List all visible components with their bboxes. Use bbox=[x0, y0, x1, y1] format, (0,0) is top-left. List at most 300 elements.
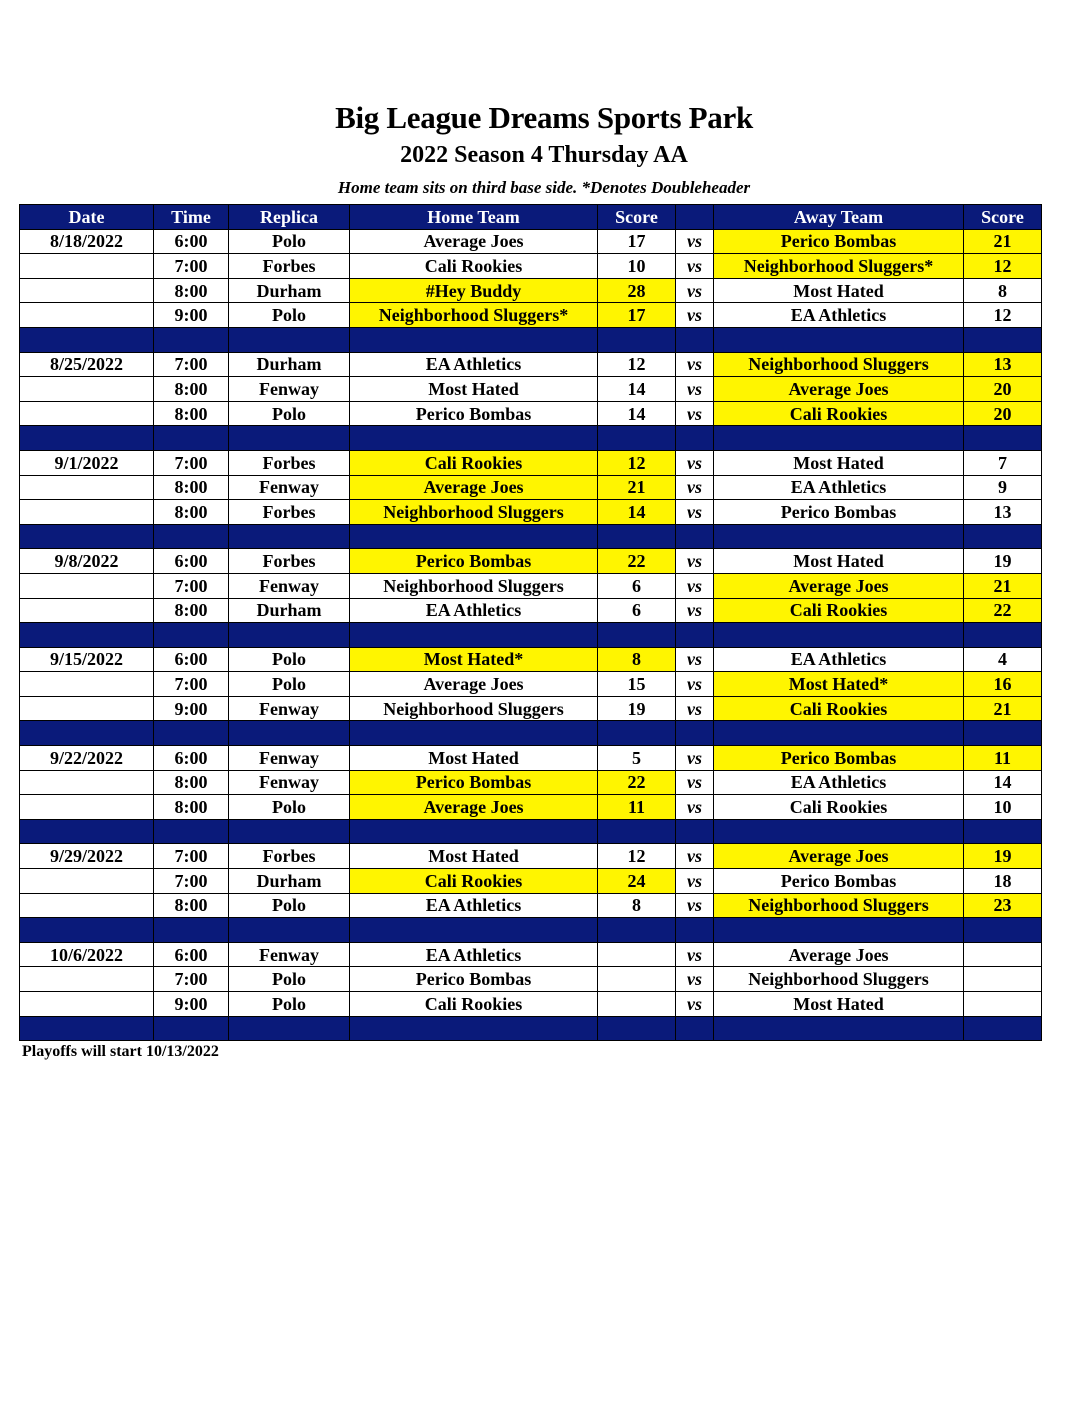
table-row bbox=[20, 967, 1042, 992]
separator-cell bbox=[154, 623, 229, 648]
table-row bbox=[20, 303, 1042, 328]
separator-cell bbox=[676, 819, 714, 844]
home-team: Neighborhood Sluggers bbox=[350, 573, 598, 598]
separator-cell bbox=[714, 1016, 964, 1041]
game-replica: Durham bbox=[229, 352, 350, 377]
separator-cell bbox=[229, 524, 350, 549]
vs-label: vs bbox=[676, 672, 714, 697]
game-time: 8:00 bbox=[154, 795, 229, 820]
page-title: Big League Dreams Sports Park bbox=[335, 100, 753, 135]
game-replica: Forbes bbox=[229, 500, 350, 525]
home-team: Cali Rookies bbox=[350, 869, 598, 894]
away-team: Cali Rookies bbox=[714, 598, 964, 623]
home-score: 12 bbox=[598, 844, 676, 869]
week-separator-row bbox=[20, 918, 1042, 943]
game-time: 8:00 bbox=[154, 377, 229, 402]
separator-cell bbox=[154, 524, 229, 549]
table-row bbox=[20, 746, 1042, 771]
away-score: 21 bbox=[964, 696, 1042, 721]
game-time: 8:00 bbox=[154, 500, 229, 525]
vs-label: vs bbox=[676, 967, 714, 992]
separator-cell bbox=[714, 327, 964, 352]
game-time: 8:00 bbox=[154, 475, 229, 500]
home-score: 12 bbox=[598, 450, 676, 475]
home-team: Cali Rookies bbox=[350, 450, 598, 475]
vs-label: vs bbox=[676, 303, 714, 328]
game-replica: Polo bbox=[229, 229, 350, 254]
game-replica: Forbes bbox=[229, 450, 350, 475]
game-date bbox=[20, 377, 154, 402]
separator-cell bbox=[20, 327, 154, 352]
table-row bbox=[20, 573, 1042, 598]
game-date bbox=[20, 696, 154, 721]
home-score: 28 bbox=[598, 278, 676, 303]
game-replica: Fenway bbox=[229, 942, 350, 967]
away-score: 23 bbox=[964, 893, 1042, 918]
game-time: 7:00 bbox=[154, 844, 229, 869]
home-team: Most Hated bbox=[350, 746, 598, 771]
vs-label: vs bbox=[676, 254, 714, 279]
col-header-time: Time bbox=[154, 205, 229, 230]
table-row bbox=[20, 795, 1042, 820]
separator-cell bbox=[964, 623, 1042, 648]
week-separator-row bbox=[20, 524, 1042, 549]
home-team: Average Joes bbox=[350, 672, 598, 697]
separator-cell bbox=[714, 819, 964, 844]
separator-cell bbox=[598, 721, 676, 746]
away-score: 12 bbox=[964, 303, 1042, 328]
home-team: Neighborhood Sluggers* bbox=[350, 303, 598, 328]
table-row bbox=[20, 844, 1042, 869]
game-replica: Polo bbox=[229, 893, 350, 918]
game-date bbox=[20, 500, 154, 525]
col-header-home-score: Score bbox=[598, 205, 676, 230]
home-score: 14 bbox=[598, 377, 676, 402]
separator-cell bbox=[350, 721, 598, 746]
away-score: 12 bbox=[964, 254, 1042, 279]
game-replica: Polo bbox=[229, 647, 350, 672]
game-date bbox=[20, 475, 154, 500]
home-team: Neighborhood Sluggers bbox=[350, 696, 598, 721]
table-row bbox=[20, 647, 1042, 672]
away-team: Cali Rookies bbox=[714, 795, 964, 820]
vs-label: vs bbox=[676, 795, 714, 820]
away-score: 16 bbox=[964, 672, 1042, 697]
home-team: Perico Bombas bbox=[350, 401, 598, 426]
home-score: 12 bbox=[598, 352, 676, 377]
game-date: 9/8/2022 bbox=[20, 549, 154, 574]
away-team: EA Athletics bbox=[714, 303, 964, 328]
home-team: Most Hated bbox=[350, 844, 598, 869]
separator-cell bbox=[598, 819, 676, 844]
table-row bbox=[20, 254, 1042, 279]
away-team: Most Hated bbox=[714, 992, 964, 1017]
separator-cell bbox=[598, 623, 676, 648]
col-header-date: Date bbox=[20, 205, 154, 230]
col-header-replica: Replica bbox=[229, 205, 350, 230]
game-date: 8/18/2022 bbox=[20, 229, 154, 254]
game-date bbox=[20, 967, 154, 992]
home-team: EA Athletics bbox=[350, 942, 598, 967]
game-time: 8:00 bbox=[154, 893, 229, 918]
table-row bbox=[20, 352, 1042, 377]
away-team: Neighborhood Sluggers* bbox=[714, 254, 964, 279]
away-team: Cali Rookies bbox=[714, 401, 964, 426]
game-date: 10/6/2022 bbox=[20, 942, 154, 967]
game-date bbox=[20, 598, 154, 623]
game-date bbox=[20, 672, 154, 697]
home-team: EA Athletics bbox=[350, 352, 598, 377]
away-team: Most Hated bbox=[714, 450, 964, 475]
game-date bbox=[20, 278, 154, 303]
home-score: 10 bbox=[598, 254, 676, 279]
game-date bbox=[20, 893, 154, 918]
separator-cell bbox=[350, 426, 598, 451]
home-score: 22 bbox=[598, 549, 676, 574]
home-score: 15 bbox=[598, 672, 676, 697]
game-replica: Forbes bbox=[229, 844, 350, 869]
home-team: Average Joes bbox=[350, 229, 598, 254]
separator-cell bbox=[20, 524, 154, 549]
col-header-away-team: Away Team bbox=[714, 205, 964, 230]
game-replica: Fenway bbox=[229, 770, 350, 795]
away-team: EA Athletics bbox=[714, 475, 964, 500]
separator-cell bbox=[154, 918, 229, 943]
vs-label: vs bbox=[676, 278, 714, 303]
home-score: 22 bbox=[598, 770, 676, 795]
vs-label: vs bbox=[676, 844, 714, 869]
game-date: 9/29/2022 bbox=[20, 844, 154, 869]
home-team: Most Hated* bbox=[350, 647, 598, 672]
page-note: Home team sits on third base side. *Denotes Doubleheader bbox=[337, 178, 751, 197]
vs-label: vs bbox=[676, 746, 714, 771]
separator-cell bbox=[20, 426, 154, 451]
vs-label: vs bbox=[676, 770, 714, 795]
home-score bbox=[598, 942, 676, 967]
vs-label: vs bbox=[676, 598, 714, 623]
separator-cell bbox=[676, 918, 714, 943]
game-time: 6:00 bbox=[154, 549, 229, 574]
home-score: 17 bbox=[598, 229, 676, 254]
game-time: 9:00 bbox=[154, 696, 229, 721]
away-score: 7 bbox=[964, 450, 1042, 475]
home-team: Perico Bombas bbox=[350, 549, 598, 574]
away-score: 11 bbox=[964, 746, 1042, 771]
away-score: 9 bbox=[964, 475, 1042, 500]
separator-cell bbox=[154, 721, 229, 746]
home-score: 8 bbox=[598, 647, 676, 672]
game-time: 7:00 bbox=[154, 672, 229, 697]
col-header-away-score: Score bbox=[964, 205, 1042, 230]
separator-cell bbox=[676, 623, 714, 648]
game-time: 7:00 bbox=[154, 450, 229, 475]
separator-cell bbox=[714, 426, 964, 451]
game-date bbox=[20, 303, 154, 328]
vs-label: vs bbox=[676, 450, 714, 475]
away-team: Average Joes bbox=[714, 942, 964, 967]
separator-cell bbox=[350, 623, 598, 648]
home-team: Neighborhood Sluggers bbox=[350, 500, 598, 525]
separator-cell bbox=[350, 524, 598, 549]
vs-label: vs bbox=[676, 869, 714, 894]
away-team: Most Hated bbox=[714, 278, 964, 303]
game-replica: Fenway bbox=[229, 696, 350, 721]
home-score: 24 bbox=[598, 869, 676, 894]
game-date bbox=[20, 254, 154, 279]
vs-label: vs bbox=[676, 992, 714, 1017]
game-time: 6:00 bbox=[154, 942, 229, 967]
separator-cell bbox=[964, 426, 1042, 451]
week-separator-row bbox=[20, 1016, 1042, 1041]
separator-cell bbox=[964, 524, 1042, 549]
table-row bbox=[20, 942, 1042, 967]
separator-cell bbox=[714, 623, 964, 648]
week-separator-row bbox=[20, 426, 1042, 451]
away-team: Most Hated bbox=[714, 549, 964, 574]
away-team: Cali Rookies bbox=[714, 696, 964, 721]
separator-cell bbox=[229, 819, 350, 844]
week-separator-row bbox=[20, 327, 1042, 352]
separator-cell bbox=[229, 327, 350, 352]
home-score bbox=[598, 992, 676, 1017]
col-header-vs bbox=[676, 205, 714, 230]
schedule-table bbox=[19, 204, 1042, 1041]
schedule-body bbox=[20, 229, 1042, 1041]
game-time: 8:00 bbox=[154, 401, 229, 426]
away-score: 20 bbox=[964, 377, 1042, 402]
game-time: 9:00 bbox=[154, 992, 229, 1017]
separator-cell bbox=[676, 327, 714, 352]
table-row bbox=[20, 992, 1042, 1017]
home-score: 6 bbox=[598, 598, 676, 623]
game-replica: Fenway bbox=[229, 475, 350, 500]
separator-cell bbox=[20, 819, 154, 844]
home-team: Perico Bombas bbox=[350, 967, 598, 992]
vs-label: vs bbox=[676, 377, 714, 402]
separator-cell bbox=[598, 918, 676, 943]
separator-cell bbox=[964, 918, 1042, 943]
away-score: 21 bbox=[964, 573, 1042, 598]
week-separator-row bbox=[20, 819, 1042, 844]
separator-cell bbox=[229, 426, 350, 451]
separator-cell bbox=[20, 918, 154, 943]
table-row bbox=[20, 450, 1042, 475]
away-score bbox=[964, 942, 1042, 967]
separator-cell bbox=[20, 721, 154, 746]
home-team: Most Hated bbox=[350, 377, 598, 402]
game-replica: Polo bbox=[229, 992, 350, 1017]
away-team: Perico Bombas bbox=[714, 229, 964, 254]
vs-label: vs bbox=[676, 352, 714, 377]
home-team: Average Joes bbox=[350, 475, 598, 500]
game-time: 9:00 bbox=[154, 303, 229, 328]
away-score: 19 bbox=[964, 844, 1042, 869]
separator-cell bbox=[154, 327, 229, 352]
away-team: Average Joes bbox=[714, 377, 964, 402]
separator-cell bbox=[676, 524, 714, 549]
away-team: Average Joes bbox=[714, 844, 964, 869]
game-time: 8:00 bbox=[154, 278, 229, 303]
game-replica: Polo bbox=[229, 401, 350, 426]
home-team: Perico Bombas bbox=[350, 770, 598, 795]
vs-label: vs bbox=[676, 475, 714, 500]
table-row bbox=[20, 500, 1042, 525]
table-row bbox=[20, 869, 1042, 894]
separator-cell bbox=[20, 623, 154, 648]
game-date bbox=[20, 770, 154, 795]
game-replica: Forbes bbox=[229, 254, 350, 279]
away-team: Neighborhood Sluggers bbox=[714, 967, 964, 992]
table-row bbox=[20, 696, 1042, 721]
away-team: Perico Bombas bbox=[714, 869, 964, 894]
vs-label: vs bbox=[676, 647, 714, 672]
away-team: EA Athletics bbox=[714, 770, 964, 795]
game-time: 7:00 bbox=[154, 869, 229, 894]
home-team: Average Joes bbox=[350, 795, 598, 820]
separator-cell bbox=[676, 1016, 714, 1041]
game-replica: Durham bbox=[229, 869, 350, 894]
vs-label: vs bbox=[676, 549, 714, 574]
vs-label: vs bbox=[676, 942, 714, 967]
home-score: 14 bbox=[598, 500, 676, 525]
game-date: 9/15/2022 bbox=[20, 647, 154, 672]
game-date bbox=[20, 573, 154, 598]
away-score: 4 bbox=[964, 647, 1042, 672]
away-score: 20 bbox=[964, 401, 1042, 426]
away-score: 22 bbox=[964, 598, 1042, 623]
game-time: 6:00 bbox=[154, 229, 229, 254]
separator-cell bbox=[714, 721, 964, 746]
separator-cell bbox=[676, 426, 714, 451]
away-team: Perico Bombas bbox=[714, 500, 964, 525]
game-date: 9/22/2022 bbox=[20, 746, 154, 771]
away-score: 13 bbox=[964, 352, 1042, 377]
away-score: 13 bbox=[964, 500, 1042, 525]
separator-cell bbox=[154, 426, 229, 451]
game-replica: Forbes bbox=[229, 549, 350, 574]
game-time: 8:00 bbox=[154, 598, 229, 623]
vs-label: vs bbox=[676, 573, 714, 598]
home-score: 6 bbox=[598, 573, 676, 598]
game-time: 6:00 bbox=[154, 647, 229, 672]
table-row bbox=[20, 475, 1042, 500]
separator-cell bbox=[964, 721, 1042, 746]
home-score: 11 bbox=[598, 795, 676, 820]
separator-cell bbox=[154, 819, 229, 844]
game-replica: Polo bbox=[229, 672, 350, 697]
table-row bbox=[20, 401, 1042, 426]
week-separator-row bbox=[20, 623, 1042, 648]
vs-label: vs bbox=[676, 401, 714, 426]
away-team: Neighborhood Sluggers bbox=[714, 893, 964, 918]
game-replica: Polo bbox=[229, 967, 350, 992]
away-team: Neighborhood Sluggers bbox=[714, 352, 964, 377]
separator-cell bbox=[229, 1016, 350, 1041]
game-date: 8/25/2022 bbox=[20, 352, 154, 377]
home-score bbox=[598, 967, 676, 992]
separator-cell bbox=[964, 819, 1042, 844]
home-score: 17 bbox=[598, 303, 676, 328]
separator-cell bbox=[598, 524, 676, 549]
home-score: 21 bbox=[598, 475, 676, 500]
away-team: EA Athletics bbox=[714, 647, 964, 672]
table-row bbox=[20, 893, 1042, 918]
table-row bbox=[20, 377, 1042, 402]
vs-label: vs bbox=[676, 229, 714, 254]
home-team: EA Athletics bbox=[350, 598, 598, 623]
game-date: 9/1/2022 bbox=[20, 450, 154, 475]
separator-cell bbox=[598, 426, 676, 451]
separator-cell bbox=[964, 1016, 1042, 1041]
separator-cell bbox=[676, 721, 714, 746]
home-score: 19 bbox=[598, 696, 676, 721]
home-team: EA Athletics bbox=[350, 893, 598, 918]
table-header-row bbox=[20, 205, 1042, 230]
week-separator-row bbox=[20, 721, 1042, 746]
separator-cell bbox=[350, 1016, 598, 1041]
home-team: Cali Rookies bbox=[350, 254, 598, 279]
game-replica: Polo bbox=[229, 303, 350, 328]
game-replica: Polo bbox=[229, 795, 350, 820]
game-date bbox=[20, 795, 154, 820]
table-row bbox=[20, 672, 1042, 697]
game-replica: Durham bbox=[229, 598, 350, 623]
away-score bbox=[964, 992, 1042, 1017]
table-row bbox=[20, 770, 1042, 795]
game-time: 7:00 bbox=[154, 254, 229, 279]
home-score: 14 bbox=[598, 401, 676, 426]
away-score: 18 bbox=[964, 869, 1042, 894]
playoffs-note: Playoffs will start 10/13/2022 bbox=[22, 1043, 219, 1060]
game-date bbox=[20, 401, 154, 426]
separator-cell bbox=[229, 623, 350, 648]
game-time: 6:00 bbox=[154, 746, 229, 771]
separator-cell bbox=[598, 327, 676, 352]
away-score: 21 bbox=[964, 229, 1042, 254]
table-row bbox=[20, 229, 1042, 254]
vs-label: vs bbox=[676, 500, 714, 525]
home-score: 5 bbox=[598, 746, 676, 771]
away-team: Average Joes bbox=[714, 573, 964, 598]
page-subtitle: 2022 Season 4 Thursday AA bbox=[400, 142, 688, 168]
separator-cell bbox=[20, 1016, 154, 1041]
separator-cell bbox=[154, 1016, 229, 1041]
game-time: 8:00 bbox=[154, 770, 229, 795]
separator-cell bbox=[350, 819, 598, 844]
away-team: Most Hated* bbox=[714, 672, 964, 697]
away-score: 14 bbox=[964, 770, 1042, 795]
away-score: 8 bbox=[964, 278, 1042, 303]
separator-cell bbox=[598, 1016, 676, 1041]
vs-label: vs bbox=[676, 696, 714, 721]
game-time: 7:00 bbox=[154, 967, 229, 992]
home-team: Cali Rookies bbox=[350, 992, 598, 1017]
vs-label: vs bbox=[676, 893, 714, 918]
game-date bbox=[20, 992, 154, 1017]
table-row bbox=[20, 549, 1042, 574]
away-score: 10 bbox=[964, 795, 1042, 820]
game-replica: Fenway bbox=[229, 573, 350, 598]
game-date bbox=[20, 869, 154, 894]
home-team: #Hey Buddy bbox=[350, 278, 598, 303]
separator-cell bbox=[350, 327, 598, 352]
separator-cell bbox=[229, 918, 350, 943]
table-row bbox=[20, 278, 1042, 303]
separator-cell bbox=[714, 524, 964, 549]
away-score: 19 bbox=[964, 549, 1042, 574]
game-time: 7:00 bbox=[154, 573, 229, 598]
game-time: 7:00 bbox=[154, 352, 229, 377]
